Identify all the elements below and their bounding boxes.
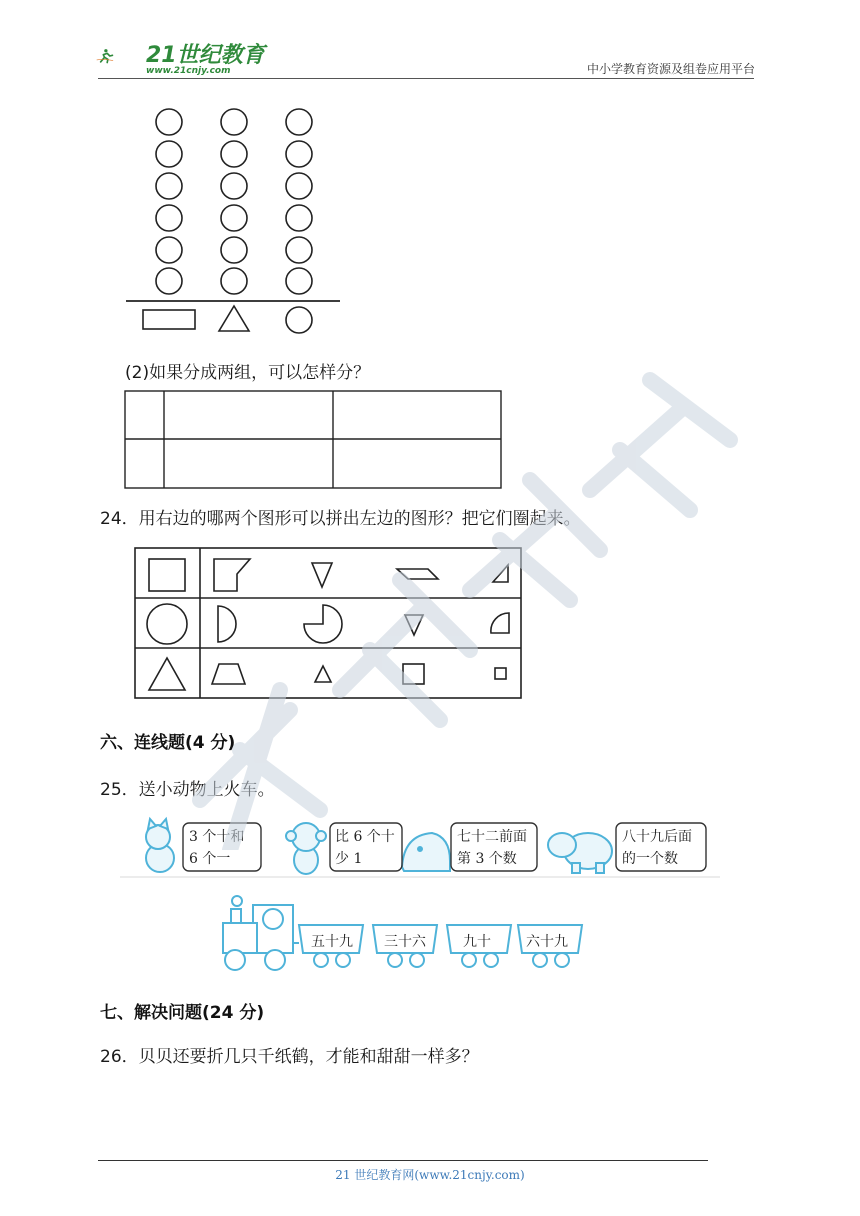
hedgehog-icon xyxy=(402,833,450,871)
footer-divider xyxy=(98,1160,708,1161)
q23-part2-prompt: (2)如果分成两组，可以怎样分？ xyxy=(125,363,371,383)
small-triangle-down-icon xyxy=(405,615,423,635)
triangle-icon xyxy=(219,306,249,331)
card-4[interactable] xyxy=(622,826,692,870)
card-3-line2: 第 3 个数 xyxy=(457,851,517,867)
circle-icon xyxy=(286,307,312,333)
brand-name: 21世纪教育 xyxy=(146,43,265,68)
train-car-1-label[interactable]: 五十九 xyxy=(311,934,353,950)
train-car-2-label[interactable]: 三十六 xyxy=(384,934,426,950)
q23-answer-table xyxy=(124,390,504,490)
card-2-line2: 少 1 xyxy=(335,851,363,867)
small-square-icon xyxy=(495,668,506,679)
q25-prompt: 25．送小动物上火车。 xyxy=(100,780,275,800)
q26-prompt: 26．贝贝还要折几只千纸鹤，才能和甜甜一样多？ xyxy=(100,1047,479,1067)
column-1-circles xyxy=(156,109,182,294)
section6-title: 六、连线题(4 分) xyxy=(100,733,236,753)
card-2-line1: 比 6 个十 xyxy=(335,829,395,845)
runner-logo-icon xyxy=(96,34,152,78)
parallelogram-icon xyxy=(397,569,438,579)
card-4-line2: 的一个数 xyxy=(622,851,678,867)
target-circle-icon xyxy=(147,604,187,644)
triangle-down-icon xyxy=(312,563,332,587)
target-square-icon xyxy=(149,559,185,591)
header-divider xyxy=(98,78,754,79)
card-1[interactable] xyxy=(189,826,244,870)
card-3[interactable] xyxy=(457,826,527,870)
circle-columns-figure xyxy=(120,100,350,340)
q24-prompt: 24．用右边的哪两个图形可以拼出左边的图形？把它们圈起来。 xyxy=(100,509,581,529)
hippo-icon xyxy=(548,833,612,873)
footer-site[interactable]: 21 世纪教育网(www.21cnjy.com) xyxy=(335,1168,525,1182)
train-car-4-label[interactable]: 六十九 xyxy=(526,934,568,950)
pentagon-shape-icon xyxy=(214,559,250,591)
three-quarter-circle-icon xyxy=(304,605,342,643)
train-car-3-label[interactable]: 九十 xyxy=(463,934,491,950)
card-1-line2: 6 个一 xyxy=(189,851,231,867)
card-4-line1: 八十九后面 xyxy=(622,829,692,845)
rectangle-icon xyxy=(143,310,195,329)
small-triangle-icon xyxy=(315,666,331,682)
half-circle-icon xyxy=(218,606,236,642)
q24-shapes-table xyxy=(134,546,526,704)
target-triangle-icon xyxy=(149,658,185,690)
column-3-circles xyxy=(286,109,312,294)
column-2-circles xyxy=(221,109,247,294)
card-1-line1: 3 个十和 xyxy=(189,829,245,845)
cat-icon xyxy=(146,819,174,872)
square-icon xyxy=(403,664,424,684)
right-triangle-icon xyxy=(493,565,508,582)
locomotive-icon xyxy=(223,896,293,970)
card-3-line1: 七十二前面 xyxy=(457,829,527,845)
monkey-icon xyxy=(286,823,326,874)
trapezoid-icon xyxy=(212,664,245,684)
section7-title: 七、解决问题(24 分) xyxy=(100,1003,265,1023)
brand-url: www.21cnjy.com xyxy=(146,66,231,76)
card-2[interactable] xyxy=(335,826,395,870)
quarter-circle-icon xyxy=(491,613,509,633)
platform-label: 中小学教育资源及组卷应用平台 xyxy=(586,62,755,76)
